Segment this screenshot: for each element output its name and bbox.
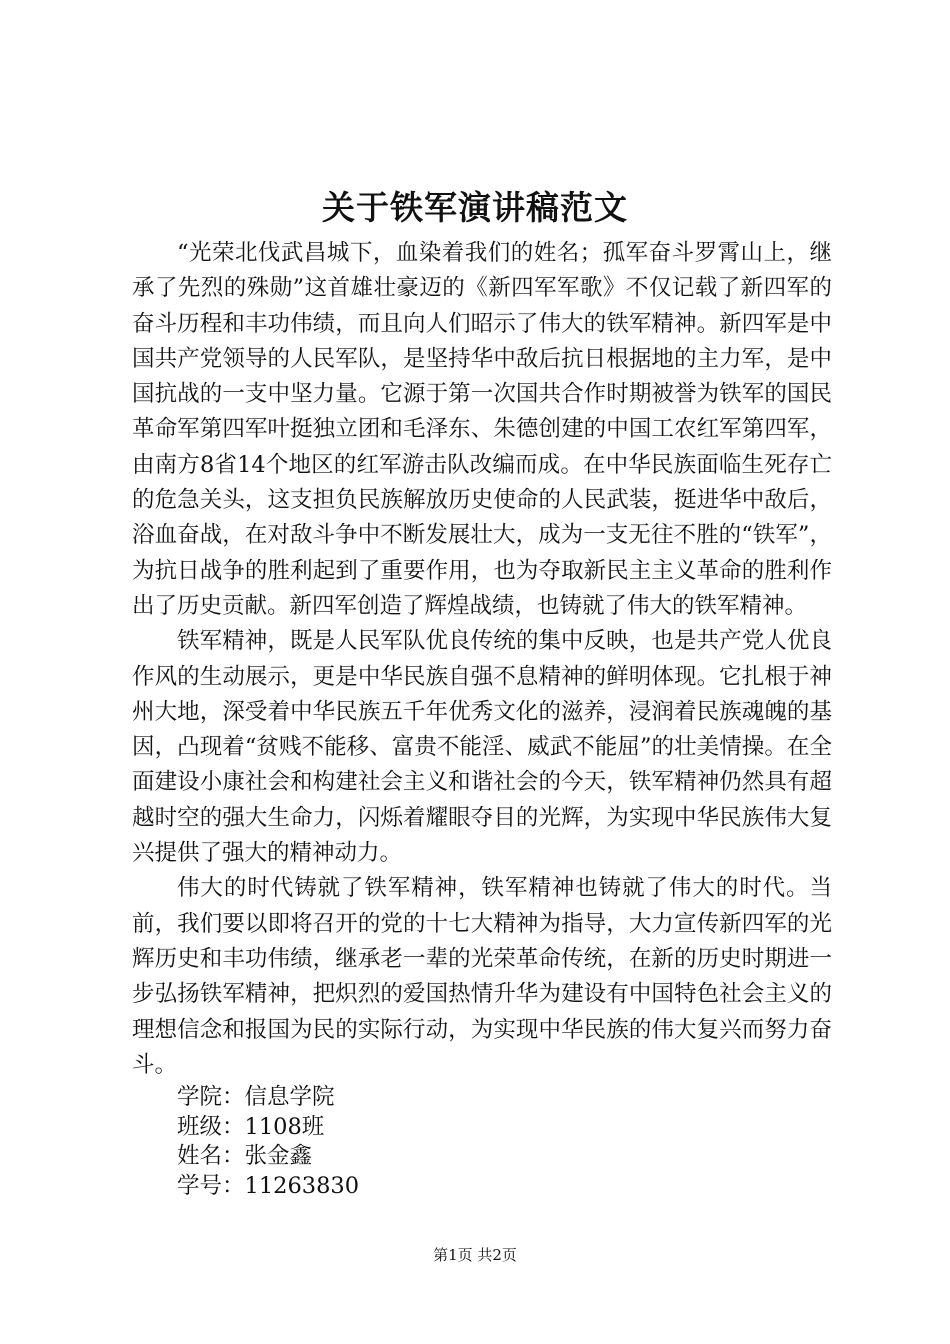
paragraph-1: “光荣北伐武昌城下，血染着我们的姓名；孤军奋斗罗霄山上，继承了先烈的殊勋”这首雄壮豪迈的《新四军军歌》不仅记载了新四军的奋斗历程和丰功伟绩，而且向人们昭示了伟大的铁军精神。新四军是中国共产党领导的人民军队，是坚持华中敌后抗日根据地的主力军，是中国抗战的一支中坚力量。它源于第一次国共合作时期被誉为铁军的国民革命军第四军叶挺独立团和毛泽东、朱德创建的中国工农红军第四军，由南方8省14个地区的红军游击队改编而成。在中华民族面临生死存亡的危急关头，这支担负民族解放历史使命的人民武装，挺进华中敌后，浴血奋战，在对敌斗争中不断发展壮大，成为一支无往不胜的“铁军”，为抗日战争的胜利起到了重要作用，也为夺取新民主主义革命的胜利作出了历史贡献。新四军创造了辉煌战绩，也铸就了伟大的铁军精神。 xyxy=(132,240,832,619)
paragraph-2: 铁军精神，既是人民军队优良传统的集中反映，也是共产党人优良作风的生动展示，更是中华民族自强不息精神的鲜明体现。它扎根于神州大地，深受着中华民族五千年优秀文化的滋养，浸润着民族魂魄的基因，凸现着“贫贱不能移、富贵不能淫、威武不能屈”的壮美情操。在全面建设小康社会和构建社会主义和谐社会的今天，铁军精神仍然具有超越时空的强大生命力，闪烁着耀眼夺目的光辉，为实现中华民族伟大复兴提供了强大的精神动力。 xyxy=(132,628,832,867)
author-info xyxy=(132,1083,832,1201)
page-footer xyxy=(0,1244,950,1266)
college-line: 学院：信息学院 xyxy=(177,1084,335,1111)
name-line: 姓名：张金鑫 xyxy=(177,1143,313,1170)
document-body xyxy=(132,236,832,1201)
class-line: 班级：1108班 xyxy=(177,1113,325,1140)
paragraph-3: 伟大的时代铸就了铁军精神，铁军精神也铸就了伟大的时代。当前，我们要以即将召开的党的十七大精神为指导，大力宣传新四军的光辉历史和丰功伟绩，继承老一辈的光荣革命传统，在新的历史时期进一步弘扬铁军精神，把炽烈的爱国热情升华为建设有中国特色社会主义的理想信念和报国为民的实际行动，为实现中华民族的伟大复兴而努力奋斗。 xyxy=(132,875,832,1078)
page-indicator: 第1页 共2页 xyxy=(433,1246,517,1264)
document-title: 关于铁军演讲稿范文 xyxy=(322,188,628,227)
student-id-line: 学号：11263830 xyxy=(177,1172,360,1199)
